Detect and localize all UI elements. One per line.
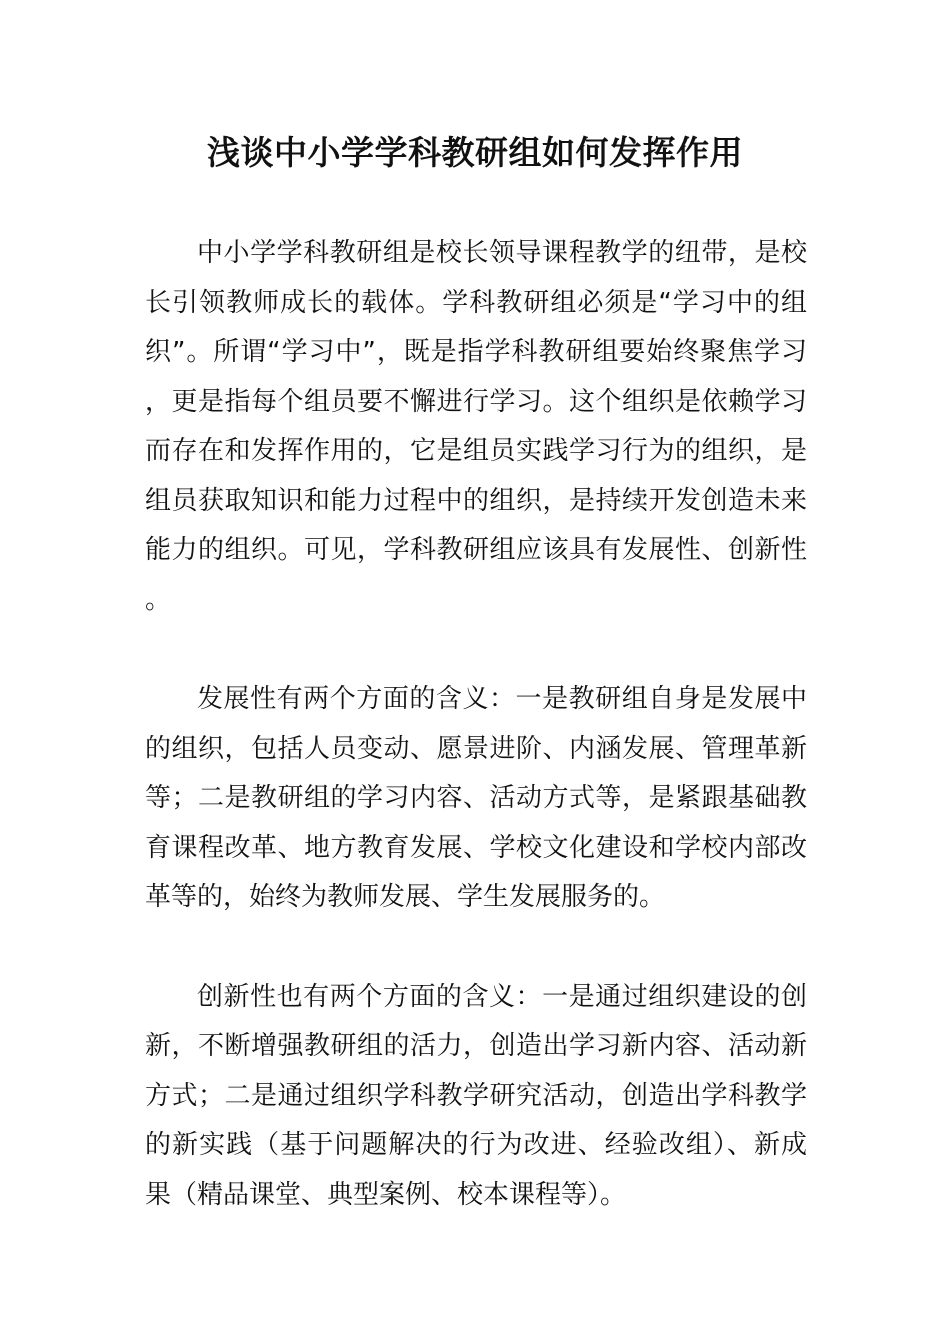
document-body (145, 229, 807, 1270)
paragraph-development: 发展性有两个方面的含义：一是教研组自身是发展中的组织，包括人员变动、愿景进阶、内涵发展、管理革新等；二是教研组的学习内容、活动方式等，是紧跟基础教育课程改革、地方教育发展、学校文化建设和学校内部改革等的，始终为教师发展、学生发展服务的。 (145, 684, 807, 912)
paragraph-intro: 中小学学科教研组是校长领导课程教学的纽带，是校长引领教师成长的载体。学科教研组必须是“学习中的组织”。所谓“学习中”，既是指学科教研组要始终聚焦学习，更是指每个组员要不懈进行学习。这个组织是依赖学习而存在和发挥作用的，它是组员实践学习行为的组织，是组员获取知识和能力过程中的组织，是持续开发创造未来能力的组织。可见，学科教研组应该具有发展性、创新性。 (145, 238, 807, 615)
document-title: 浅谈中小学学科教研组如何发挥作用 (207, 133, 743, 172)
paragraph-innovation: 创新性也有两个方面的含义：一是通过组织建设的创新，不断增强教研组的活力，创造出学习新内容、活动新方式；二是通过组织学科教学研究活动，创造出学科教学的新实践（基于问题解决的行为改进、经验改组）、新成果（精品课堂、典型案例、校本课程等）。 (145, 981, 807, 1210)
